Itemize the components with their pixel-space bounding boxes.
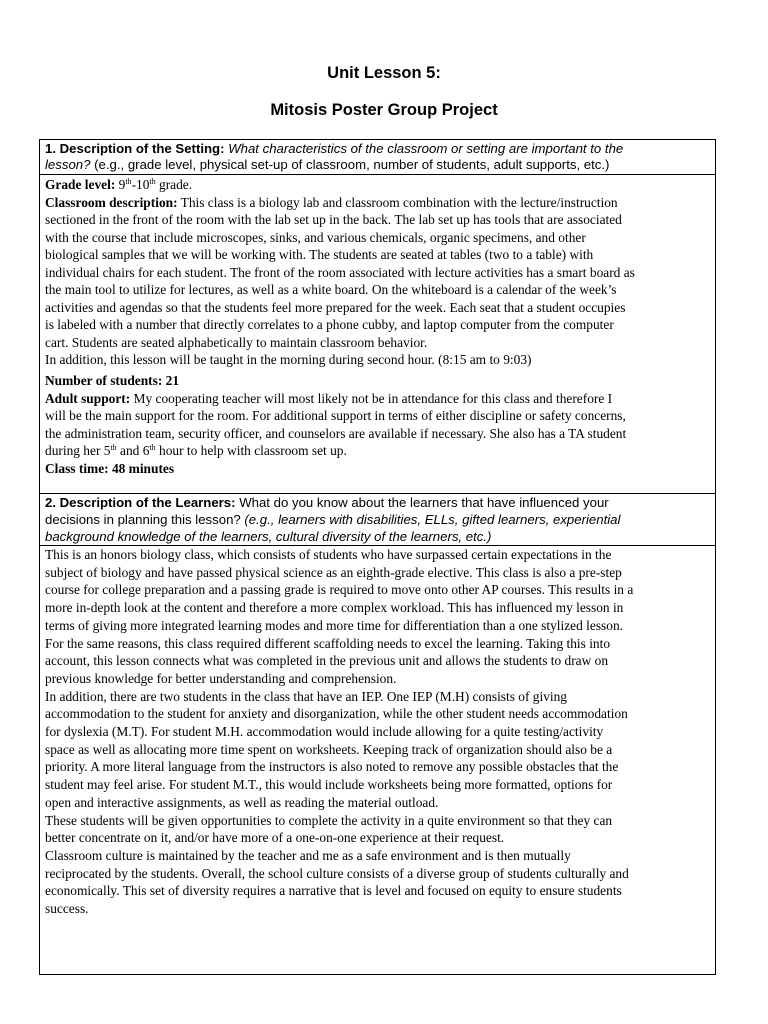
grade-level-text: -10 <box>131 177 150 192</box>
learners-line: more in-depth look at the content and therefore a more complex workload. This has influenced my lesson in <box>45 600 624 616</box>
learners-line: Classroom culture is maintained by the teacher and me as a safe environment and is then mutually <box>45 847 571 863</box>
learners-line: open and interactive assignments, as well as reading the material outload. <box>45 794 439 810</box>
adult-support-line <box>45 442 347 460</box>
learners-line: reciprocated by the students. Overall, the school culture consists of a diverse group of students culturally and <box>45 865 629 881</box>
learners-line: subject of biology and have passed physical science as an eighth-grade elective. This class is also a pre-step <box>45 564 622 580</box>
learners-prompt-line1 <box>45 494 609 512</box>
setting-prompt-lesson: lesson? <box>45 157 91 172</box>
learners-body-cell <box>39 545 716 975</box>
classroom-line: individual chairs for each student. The front of the room associated with lecture activities has a smart board as <box>45 264 635 280</box>
number-of-students: Number of students: 21 <box>45 373 180 388</box>
grade-level-label: Grade level: <box>45 177 116 192</box>
hour-sup: th <box>110 443 117 452</box>
learners-line: economically. This set of diversity requires a narrative that is level and focused on equity to ensure students <box>45 883 622 899</box>
learners-prompt-line3: background knowledge of the learners, cultural diversity of the learners, etc.) <box>45 529 492 544</box>
setting-body-cell <box>39 174 716 494</box>
learners-header-cell <box>39 493 716 546</box>
learners-heading: 2. Description of the Learners: <box>45 495 236 510</box>
learners-line: course for college preparation and a passing grade is required to move onto other AP courses. This results in a <box>45 582 634 598</box>
learners-line: In addition, there are two students in the class that have an IEP. One IEP (M.H) consists of giving <box>45 688 568 704</box>
grade-level-text: grade. <box>155 177 193 192</box>
learners-line: previous knowledge for better understanding and comprehension. <box>45 670 397 686</box>
learners-line: terms of giving more integrated learning modes and more time for differentiation than a one stylized lesson. <box>45 617 623 633</box>
classroom-line: cart. Students are seated alphabetically to maintain classroom behavior. <box>45 334 428 350</box>
classroom-line: sectioned in the front of the room with the lab set up in the back. The lab set up has tools that are associated <box>45 212 622 227</box>
classroom-line: In addition, this lesson will be taught in the morning during second hour. (8:15 am to 9:03) <box>45 352 532 367</box>
hour-sup: th <box>149 443 156 452</box>
learners-line: success. <box>45 901 89 916</box>
adult-support-line <box>45 390 612 408</box>
learners-prompt-italic: (e.g., learners with disabilities, ELLs, gifted learners, experiential <box>244 512 621 527</box>
classroom-line: with the course that include microscopes, sinks, and various chemicals, organic specimens, and other <box>45 229 586 245</box>
classroom-line: biological samples that we will be working with. The students are seated at tables (two to a table) with <box>45 247 594 262</box>
learners-prompt-text: What do you know about the learners that have influenced your <box>235 495 609 510</box>
learners-line: priority. A more literal language from the instructors is also noted to remove any possible obstacles that the <box>45 759 619 775</box>
learners-line: These students will be given opportunities to complete the activity in a quite environment so that they can <box>45 812 613 828</box>
classroom-line: is labeled with a number that directly correlates to a phone cubby, and laptop computer from the computer <box>45 317 614 332</box>
learners-line: accommodation to the student for anxiety and disorganization, while the other student needs accommodation <box>45 706 628 722</box>
learners-prompt-text: decisions in planning this lesson? <box>45 512 245 527</box>
setting-prompt-italic: What characteristics of the classroom or setting are important to the <box>228 141 624 156</box>
class-time: Class time: 48 minutes <box>45 461 175 476</box>
grade-level-line <box>45 176 192 194</box>
learners-line: For the same reasons, this class required different scaffolding needs to excel the learning. Taking this into <box>45 635 611 651</box>
classroom-description-label: Classroom description: <box>45 194 178 210</box>
learners-line: better concentrate on it, and/or have more of a one-on-one experience at their request. <box>45 830 505 846</box>
setting-prompt-line1 <box>45 140 623 158</box>
document-title: Unit Lesson 5: <box>327 64 441 82</box>
learners-line: This is an honors biology class, which consists of students who have surpassed certain expectations in the <box>45 547 612 562</box>
adult-support-text: My cooperating teacher will most likely not be in attendance for this class and therefore I <box>130 390 613 406</box>
adult-support-text: hour to help with classroom set up. <box>155 443 347 458</box>
document-subtitle: Mitosis Poster Group Project <box>270 101 498 119</box>
adult-support-label: Adult support: <box>45 390 131 406</box>
adult-support-text: and 6 <box>116 443 150 458</box>
grade-sup: th <box>125 177 132 186</box>
grade-level-text: 9 <box>115 177 126 192</box>
setting-prompt-examples: (e.g., grade level, physical set-up of classroom, number of students, adult supports, etc.) <box>90 157 610 172</box>
classroom-line: activities and agendas so that the students feel more prepared for the week. Each seat that a student occupies <box>45 299 626 315</box>
learners-line: space as well as allocating more time spent on worksheets. Keeping track of organization should also be a <box>45 741 613 757</box>
learners-prompt-line2 <box>45 511 620 529</box>
classroom-line: the main tool to utilize for lectures, as well as a white board. On the whiteboard is a calendar of the week’s <box>45 282 617 297</box>
adult-support-line: will be the main support for the room. For additional support in terms of either discipline or safety concerns, <box>45 408 626 423</box>
adult-support-text: during her 5 <box>45 443 111 458</box>
classroom-description-line <box>45 194 618 212</box>
learners-line: for dyslexia (M.T). For student M.H. accommodation would include allowing for a quite testing/activity <box>45 724 604 739</box>
grade-sup: th <box>149 177 156 186</box>
learners-line: student may feel arise. For student M.T., this would include worksheets being more formatted, options for <box>45 777 613 793</box>
adult-support-line: the administration team, security officer, and counselors are available if necessary. She also has a TA student <box>45 425 627 441</box>
setting-heading: 1. Description of the Setting: <box>45 141 225 156</box>
setting-prompt-line2 <box>45 156 609 174</box>
setting-header-cell <box>39 139 716 175</box>
learners-line: account, this lesson connects what was completed in the previous unit and allows the students to draw on <box>45 653 609 669</box>
classroom-description-text: This class is a biology lab and classroom combination with the lecture/instruction <box>177 194 618 210</box>
